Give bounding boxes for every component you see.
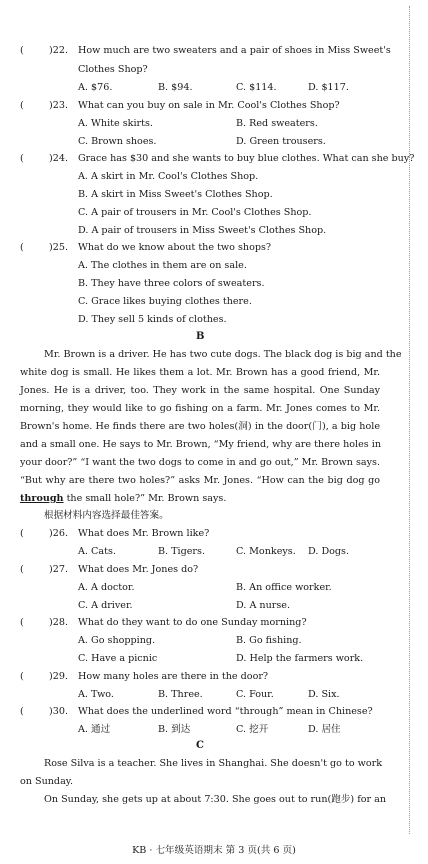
answer-bracket-26: ( [20, 528, 24, 539]
question-stem-27: What does Mr. Jones do? [78, 564, 199, 575]
answer-bracket-24: ( [20, 153, 24, 164]
question-number-26: )26. [49, 528, 69, 539]
passage-b-line-2: white dog is small. He likes them a lot. Mr. Brown has a good friend, Mr. [20, 367, 380, 378]
option-28-a: A. Go shopping. [78, 635, 156, 646]
option-24-c: C. A pair of trousers in Mr. Cool's Clothes Shop. [78, 207, 312, 218]
option-26-c: C. Monkeys. [236, 546, 296, 557]
passage-c-line-3: On Sunday, she gets up at about 7:30. She goes out to run(跑步) for an [44, 794, 387, 805]
section-heading-b: B [196, 331, 205, 342]
question-number-28: )28. [49, 617, 69, 628]
passage-c-line-2: on Sunday. [20, 776, 73, 787]
page-footer: KB · 七年级英语期末 第 3 页(共 6 页) [132, 845, 296, 856]
option-29-a: A. Two. [78, 689, 114, 700]
option-27-c: C. A driver. [78, 600, 133, 611]
passage-b-line-6: and a small one. He says to Mr. Brown, “My friend, why are there holes in [20, 439, 382, 450]
question-stem-25: What do we know about the two shops? [78, 242, 272, 253]
option-25-d: D. They sell 5 kinds of clothes. [78, 314, 227, 325]
option-30-d: D. 居住 [308, 724, 341, 735]
passage-b-line-8: “But why are there two holes?” asks Mr. Jones. “How can the big dog go [20, 475, 380, 486]
question-number-30: )30. [49, 706, 69, 717]
option-30-c: C. 挖开 [236, 724, 269, 735]
option-27-b: B. An office worker. [236, 582, 332, 593]
section-heading-c: C [196, 740, 204, 751]
answer-bracket-29: ( [20, 671, 24, 682]
question-number-22: )22. [49, 45, 69, 56]
option-26-a: A. Cats. [78, 546, 116, 557]
option-28-b: B. Go fishing. [236, 635, 302, 646]
question-stem-24: Grace has $30 and she wants to buy blue clothes. What can she buy? [78, 153, 415, 164]
option-28-c: C. Have a picnic [78, 653, 158, 664]
underlined-word-through: through [20, 493, 64, 504]
answer-bracket-25: ( [20, 242, 24, 253]
option-26-d: D. Dogs. [308, 546, 350, 557]
option-22-c: C. $114. [236, 82, 277, 93]
page-edge-dotted-line [409, 6, 410, 834]
answer-bracket-28: ( [20, 617, 24, 628]
option-30-b: B. 到达 [158, 724, 191, 735]
option-23-c: C. Brown shoes. [78, 136, 157, 147]
passage-c-line-1: Rose Silva is a teacher. She lives in Shanghai. She doesn't go to work [44, 758, 383, 769]
question-number-23: )23. [49, 100, 69, 111]
option-26-b: B. Tigers. [158, 546, 205, 557]
passage-b-line-9-rest: the small hole?” Mr. Brown says. [63, 493, 227, 504]
option-25-a: A. The clothes in them are on sale. [78, 260, 247, 271]
option-28-d: D. Help the farmers work. [236, 653, 364, 664]
question-number-24: )24. [49, 153, 69, 164]
option-24-d: D. A pair of trousers in Miss Sweet's Clothes Shop. [78, 225, 327, 236]
question-number-29: )29. [49, 671, 69, 682]
option-23-b: B. Red sweaters. [236, 118, 318, 129]
option-27-a: A. A doctor. [78, 582, 135, 593]
option-29-d: D. Six. [308, 689, 340, 700]
question-stem-29: How many holes are there in the door? [78, 671, 269, 682]
question-stem-28: What do they want to do one Sunday morning? [78, 617, 307, 628]
option-22-b: B. $94. [158, 82, 193, 93]
answer-bracket-23: ( [20, 100, 24, 111]
answer-bracket-27: ( [20, 564, 24, 575]
passage-b-line-4: morning, they would like to go fishing on a farm. Mr. Jones comes to Mr. [20, 403, 380, 414]
option-24-b: B. A skirt in Miss Sweet's Clothes Shop. [78, 189, 273, 200]
answer-bracket-22: ( [20, 45, 24, 56]
option-29-c: C. Four. [236, 689, 274, 700]
option-29-b: B. Three. [158, 689, 203, 700]
option-25-c: C. Grace likes buying clothes there. [78, 296, 252, 307]
option-25-b: B. They have three colors of sweaters. [78, 278, 265, 289]
question-stem-26: What does Mr. Brown like? [78, 528, 210, 539]
passage-b-line-9 [20, 493, 226, 505]
passage-b-line-1: Mr. Brown is a driver. He has two cute dogs. The black dog is big and the [44, 349, 402, 360]
option-22-a: A. $76. [78, 82, 113, 93]
question-stem-22-cont: Clothes Shop? [78, 64, 148, 75]
question-stem-22: How much are two sweaters and a pair of shoes in Miss Sweet's [78, 45, 391, 56]
passage-b-line-3: Jones. He is a driver, too. They work in the same hospital. One Sunday [20, 385, 380, 396]
option-24-a: A. A skirt in Mr. Cool's Clothes Shop. [78, 171, 259, 182]
question-stem-23: What can you buy on sale in Mr. Cool's Clothes Shop? [78, 100, 340, 111]
option-27-d: D. A nurse. [236, 600, 291, 611]
question-stem-30: What does the underlined word “through” mean in Chinese? [78, 706, 373, 717]
passage-b-line-5: Brown's home. He finds there are two holes(洞) in the door(门), a big hole [20, 421, 380, 432]
question-number-25: )25. [49, 242, 69, 253]
option-23-a: A. White skirts. [78, 118, 153, 129]
answer-bracket-30: ( [20, 706, 24, 717]
question-number-27: )27. [49, 564, 69, 575]
option-30-a: A. 通过 [78, 724, 111, 735]
option-22-d: D. $117. [308, 82, 349, 93]
passage-b-line-7: your door?” “I want the two dogs to come in and go out,” Mr. Brown says. [20, 457, 380, 468]
option-23-d: D. Green trousers. [236, 136, 326, 147]
instruction-text: 根据材料内容选择最佳答案。 [44, 510, 169, 521]
